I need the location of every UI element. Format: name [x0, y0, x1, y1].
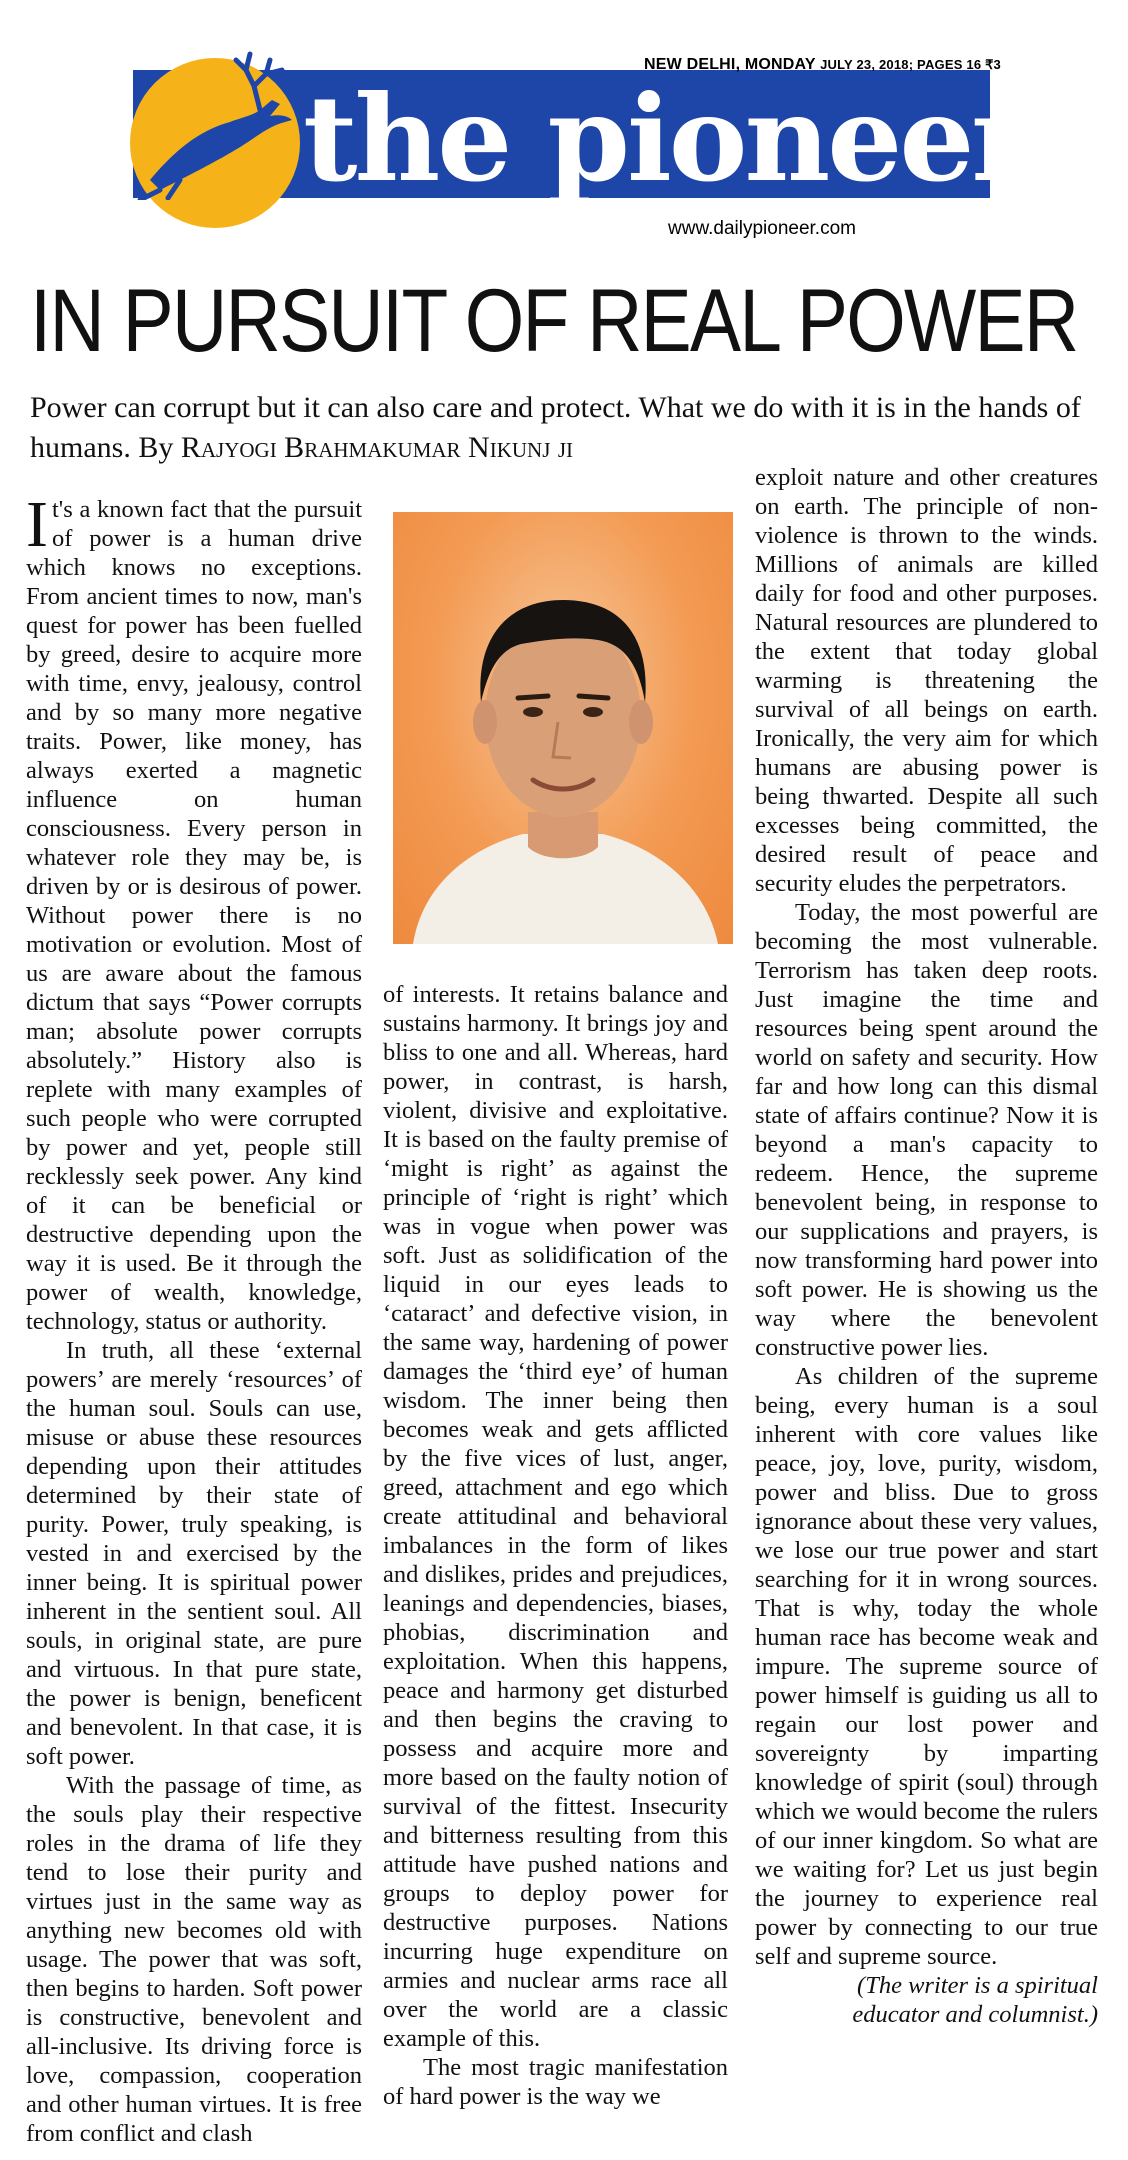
deer-logo-icon	[120, 30, 320, 200]
paragraph: exploit nature and other creatures on earth. The principle of non-violence is thrown to the winds. Millions of animals are killed daily for food and other purposes. Natural resources are plundered to the extent that today global warming is threatening the survival of all beings on earth. Ironically, the very aim for which humans are abusing power is being thwarted. Despite all such excesses being committed, the desired result of peace and security eludes the perpetrators.	[755, 464, 1098, 897]
paragraph: In truth, all these ‘external powers’ are merely ‘resources’ of the human soul. Souls can use, misuse or abuse these resources depending upon their attitudes determined by their state of purity. Power, truly speaking, is vested in and exercised by the inner being. It is spiritual power inherent in the sentient soul. All souls, in original state, are pure and virtuous. In that pure state, the power is benign, beneficent and benevolent. In that case, it is soft power.	[26, 1337, 362, 1770]
standfirst-text: Power can corrupt but it can also care and protect. What we do with it is in the hands of humans. By	[30, 391, 1081, 464]
drop-cap: I	[26, 488, 48, 561]
dateline-city-day: NEW DELHI, MONDAY	[644, 56, 816, 73]
author-portrait-icon	[393, 512, 733, 944]
article-standfirst	[30, 388, 1110, 468]
masthead-dateline	[644, 56, 1001, 74]
masthead-url: www.dailypioneer.com	[668, 218, 856, 239]
article-headline: IN PURSUIT OF REAL POWER	[30, 270, 1078, 370]
paragraph-text: t's a known fact that the pursuit of power is a human drive which knows no exceptions. From ancient times to now, man's quest for power has been fuelled by greed, desire to acquire more with time, envy, jealousy, control and by so many more negative traits. Power, like money, has always exerted a magnetic influence on human consciousness. Every person in whatever role they may be, is driven by or is desirous of power. Without power there is no motivation or evolution. Most of us are aware about the famous dictum that says “Power corrupts man; absolute power corrupts absolutely.” History also is replete with many examples of such people who were corrupted by power and yet, people still recklessly seek power. Any kind of it can be beneficial or destructive depending upon the way it is used. Be it through the power of wealth, knowledge, technology, status or authority.	[26, 496, 362, 1335]
author-note-text: (The writer is a spiritual educator and columnist.)	[852, 1972, 1098, 2028]
paragraph: of interests. It retains balance and sustains harmony. It brings joy and bliss to one and all. Whereas, hard power, in contrast, is harsh, violent, divisive and exploitative. It is based on the faulty premise of ‘might is right’ as against the principle of ‘right is right’ which was in vogue when power was soft. Just as solidification of the liquid in our eyes leads to ‘cataract’ and defective vision, in the same way, hardening of power damages the ‘third eye’ of human wisdom. The inner being then becomes weak and gets afflicted by the five vices of lust, anger, greed, attachment and ego which create attitudinal and behavioral imbalances in the form of likes and dislikes, prides and prejudices, leanings and dependencies, biases, phobias, discrimination and exploitation. When this happens, peace and harmony get disturbed and then begins the craving to possess and acquire more and more based on the faulty notion of survival of the fittest. Insecurity and bitterness resulting from this attitude have pushed nations and groups to deploy power for destructive purposes. Nations incurring huge expenditure on armies and nuclear arms race all over the world are a classic example of this.	[383, 981, 728, 2052]
masthead-title: the pioneer	[303, 69, 1031, 208]
article-column-2	[383, 980, 728, 2111]
article-column-3	[755, 463, 1098, 2029]
masthead	[0, 0, 1128, 250]
paragraph: With the passage of time, as the souls play their respective roles in the drama of life they tend to lose their purity and virtues just in the same way as anything new becomes old with usage. The power that was soft, then begins to harden. Soft power is constructive, benevolent and all-inclusive. Its driving force is love, compassion, cooperation and other human virtues. It is free from conflict and clash	[26, 1772, 362, 2147]
dateline-details: JULY 23, 2018; PAGES 16 ₹3	[820, 57, 1001, 72]
article-column-1	[26, 488, 362, 2148]
paragraph: Today, the most powerful are becoming the most vulnerable. Terrorism has taken deep roots. Just imagine the time and resources being spent around the world on safety and security. How far and how long can this dismal state of affairs continue? Now it is beyond a man's capacity to redeem. Hence, the supreme benevolent being, in response to our supplications and prayers, is now transforming hard power into soft power. He is showing us the way where the benevolent constructive power lies.	[755, 899, 1098, 1361]
author-note	[755, 1971, 1098, 2029]
author-photo	[393, 512, 733, 944]
paragraph: The most tragic manifestation of hard power is the way we	[383, 2054, 728, 2110]
paragraph: As children of the supreme being, every human is a soul inherent with core values like peace, joy, love, purity, wisdom, power and bliss. Due to gross ignorance about these very values, we lose our true power and start searching for it in wrong sources. That is why, today the whole human race has become weak and impure. The supreme source of power himself is guiding us all to regain our lost power and sovereignty by imparting knowledge of spirit (soul) through which we would become the rulers of our inner kingdom. So what are we waiting for? Let us just begin the journey to experience real power by connecting to our true self and supreme source.	[755, 1363, 1098, 1970]
paragraph	[26, 488, 362, 1336]
article-byline: Rajyogi Brahmakumar Nikunj ji	[180, 431, 574, 464]
